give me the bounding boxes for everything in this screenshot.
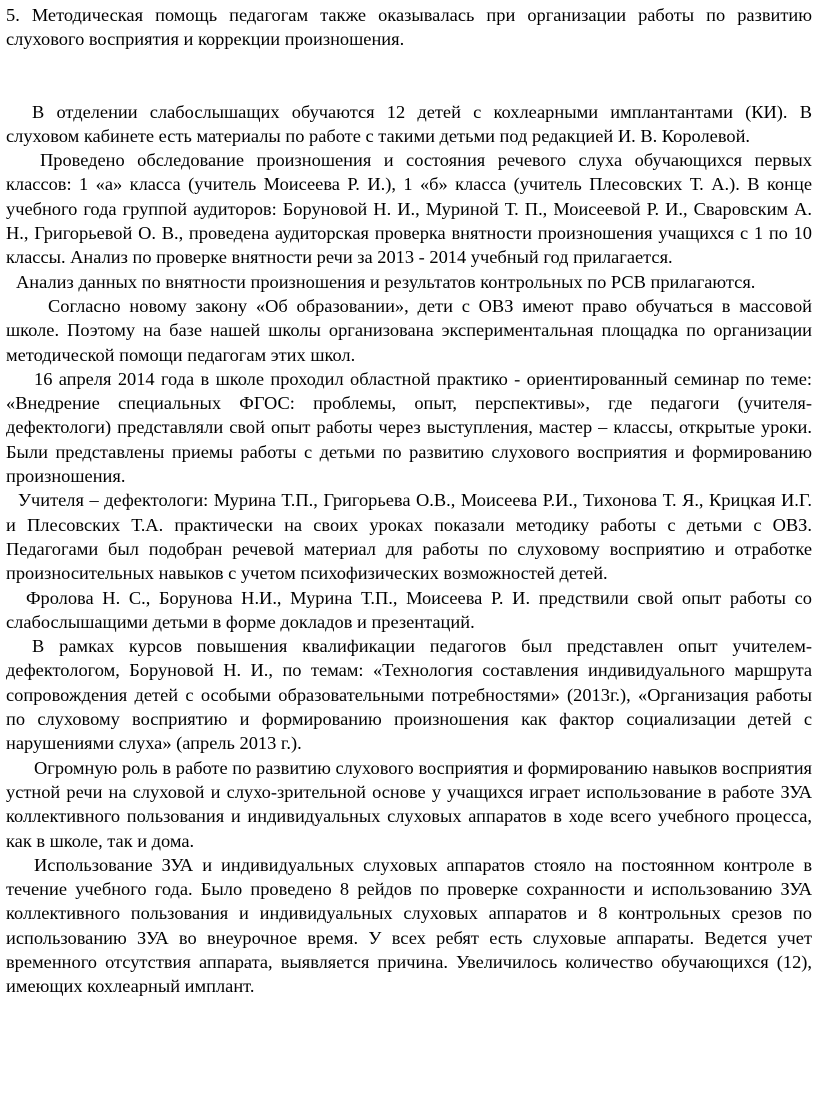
paragraph-seminar: 16 апреля 2014 года в школе проходил областной практико - ориентированный семинар по теме: «Внедрение специальных ФГОС: проблемы, опыт, перспективы», где педагоги (учителя- дефектологи) представляли свой опыт работы через выступления, мастер – классы, открытые уроки. Были представлены приемы работы с детьми по развитию слухового восприятия и формированию произношения. <box>6 368 812 487</box>
paragraph-hearing-devices-control: Использование ЗУА и индивидуальных слуховых аппаратов стояло на постоянном контроле в течение учебного года. Было проведено 8 рейдов по проверке сохранности и использованию ЗУА коллективного пользования и индивидуальных слуховых аппаратов и 8 контрольных срезов по использованию ЗУА во внеурочное время. У всех ребят есть слуховые аппараты. Ведется учет временного отсутствия аппарата, выявляется причина. Увеличилось количество обучающихся (12), имеющих кохлеарный имплант. <box>6 854 812 997</box>
paragraph-education-law: Согласно новому закону «Об образовании», дети с ОВЗ имеют право обучаться в массовой школе. Поэтому на базе нашей школы организована экспериментальная площадка по организации методической помощи педагогам этих школ. <box>6 295 812 365</box>
paragraph-qualification-courses: В рамках курсов повышения квалификации педагогов был представлен опыт учителем-дефектологом, Боруновой Н. И., по темам: «Технология составления индивидуального маршрута сопровождения детей с особыми образовательными потребностями» (2013г.), «Организация работы по слуховому восприятию и формированию произношения как фактор социализации детей с нарушениями слуха» (апрель 2013 г.). <box>6 636 812 754</box>
paragraph-hearing-devices-role: Огромную роль в работе по развитию слухового восприятия и формированию навыков восприятия устной речи на слуховой и слухо-зрительной основе у учащихся играет использование в работе ЗУА коллективного пользования и индивидуальных слуховых аппаратов в ходе всего учебного процесса, как в школе, так и дома. <box>6 757 812 851</box>
paragraph-spacer <box>6 52 812 100</box>
paragraph-presentations: Фролова Н. С., Борунова Н.И., Мурина Т.П., Моисеева Р. И. предствили свой опыт работы со слабослышащими детьми в форме докладов и презентаций. <box>6 587 812 632</box>
paragraph-analysis-attached: Анализ данных по внятности произношения и результатов контрольных по РСВ прилагаются. <box>16 271 756 292</box>
paragraph-section-heading: 5. Методическая помощь педагогам также оказывалась при организации работы по развитию слухового восприятия и коррекции произношения. <box>6 5 812 50</box>
paragraph-pronunciation-survey: Проведено обследование произношения и состояния речевого слуха обучающихся первых классов: 1 «а» класса (учитель Моисеева Р. И.), 1 «б» класса (учитель Плесовских Т. А.). В конце учебного года группой аудиторов: Боруновой Н. И., Муриной Т. П., Моисеевой Р. И., Сваровским А. Н., Григорьевой О. В., проведена аудиторская проверка внятности произношения учащихся с 1 по 10 классы. Анализ по проверке внятности речи за 2013 - 2014 учебный год прилагается. <box>6 150 812 268</box>
paragraph-cochlear-implants: В отделении слабослышащих обучаются 12 детей с кохлеарными имплантантами (КИ). В слуховом кабинете есть материалы по работе с такими детьми под редакцией И. В. Королевой. <box>6 101 812 146</box>
paragraph-defectologists: Учителя – дефектологи: Мурина Т.П., Григорьева О.В., Моисеева Р.И., Тихонова Т. Я., Крицкая И.Г. и Плесовских Т.А. практически на своих уроках показали методику работы с детьми с ОВЗ. Педагогами был подобран речевой материал для работы по слуховому восприятию и отработке произносительных навыков с учетом психофизических возможностей детей. <box>6 490 812 584</box>
